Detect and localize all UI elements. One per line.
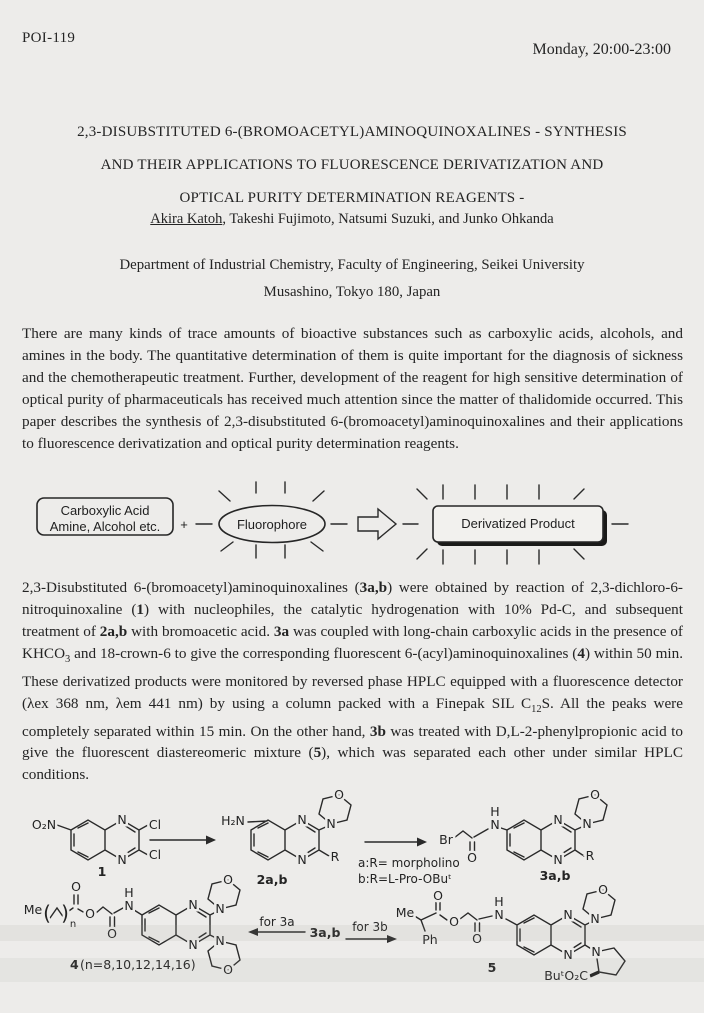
compound-3ab-center-label: 3a,b (309, 925, 341, 940)
compound-4-label: 4 (70, 957, 79, 972)
derivatized-product-node (417, 485, 607, 564)
morpholine-nitrogen-label: N (215, 933, 225, 948)
carbonyl-oxygen-label: O (467, 850, 477, 865)
results-paragraph: 2,3-Disubstituted 6-(bromoacetyl)aminoquinoxalines (3a,b) were obtained by reaction of 2,3-dichloro-6-nitroquinoxaline (1) with nucleophiles, the catalytic hydrogenation with 10% Pd-C, and subsequent treatment of 2a,b with bromoacetic acid. 3a was coupled with long-chain carboxylic acids in the presence of $KHCO_3$ and 18-crown-6 to give the corresponding fluorescent 6-(acyl)aminoquinoxalines (4) within 50 min. These derivatized products were monitored by reversed phase HPLC equipped with a fluorescence detector (λex 368 nm, λem 441 nm) by using a column packed with a Finepak SIL $C_{12}S$. All the peaks were completely separated within 15 min. On the other hand, 3b was treated with D,L-2-phenylpropionic acid to give the fluorescent diastereomeric mixture (5), which was separated each other under similar HPLC conditions. (22, 579, 684, 784)
ester-oxygen-label: O (85, 906, 95, 921)
nitro-label: O₂N (31, 817, 57, 832)
r-group-label: R (585, 848, 595, 863)
compound-1-label: 1 (97, 864, 107, 879)
arrow-head (387, 935, 397, 943)
structure-4 (24, 872, 240, 977)
arrow-head (248, 928, 258, 936)
arrow-for-3b (346, 920, 397, 943)
condition-b-label: b:R=L-Pro-OBuᵗ (358, 872, 452, 886)
coauthors: , Takeshi Fujimoto, Natsumi Suzuki, and Junko Ohkanda (222, 211, 554, 227)
paper-title (0, 116, 704, 215)
morpholine-nitrogen-label: N (215, 901, 225, 916)
ring-nitrogen-label: N (553, 812, 563, 827)
morpholine-oxygen-label: O (334, 788, 344, 802)
structure-5 (396, 882, 625, 983)
chlorine-label: Cl (148, 847, 162, 862)
ring-nitrogen-label: N (297, 852, 307, 867)
phenyl-label: Ph (422, 932, 438, 947)
pyrrolidine-nitrogen-label: N (591, 944, 601, 959)
ester-oxygen-label: O (449, 914, 459, 929)
compound-5-label: 5 (487, 960, 497, 975)
for-3b-label: for 3b (352, 920, 388, 934)
affiliation (0, 252, 704, 306)
amide-hydrogen-label: H (494, 894, 504, 909)
structure-1 (32, 812, 161, 879)
input-box-line2: Amine, Alcohol etc. (49, 519, 161, 534)
compound-2ab-label: 2a,b (256, 872, 288, 887)
amide-nitrogen-label: N (124, 898, 134, 913)
input-box-line1: Carboxylic Acid (60, 503, 150, 518)
carbonyl-oxygen-label: O (433, 888, 443, 903)
ring-nitrogen-label: N (297, 812, 307, 827)
block-arrow-icon (358, 509, 396, 539)
ring-nitrogen-label: N (563, 947, 573, 962)
ring-nitrogen-label: N (117, 852, 127, 867)
arrow-head (417, 838, 427, 847)
amine-label: H₂N (221, 813, 245, 828)
chlorine-label: Cl (148, 817, 162, 832)
amide-hydrogen-label: H (124, 885, 134, 900)
ring-nitrogen-label: N (117, 812, 127, 827)
structure-3ab (439, 788, 607, 883)
carbonyl-oxygen-label: O (107, 926, 117, 941)
reaction-arrow-1 (150, 836, 216, 845)
presenting-author: Akira Katoh (150, 211, 223, 227)
morpholine-nitrogen-label: N (582, 816, 592, 831)
plus-sign: + (180, 517, 188, 532)
poster-number: POI-119 (22, 30, 76, 46)
chain-bracket-close: ) (61, 901, 69, 925)
carbonyl-oxygen-label: O (472, 931, 482, 946)
bromine-label: Br (439, 832, 453, 847)
morpholine-oxygen-label: O (223, 962, 233, 977)
amide-hydrogen-label: H (490, 804, 500, 819)
for-3a-label: for 3a (259, 915, 295, 929)
author-line (0, 211, 704, 228)
session-time: Monday, 20:00-23:00 (532, 41, 671, 58)
arrow-head (206, 836, 216, 845)
methyl-label: Me (23, 902, 43, 917)
affiliation-line-1: Department of Industrial Chemistry, Faculty of Engineering, Seikei University (119, 257, 585, 273)
amide-nitrogen-label: N (490, 817, 500, 832)
intro-paragraph: There are many kinds of trace amounts of bioactive substances such as carboxylic acids, alcohols, and amines in the body. The quantitative determination of them is quite important for the diagnosis of sickness and the chemotherapeutic treatment. Further, development of the reagent for high sensitive determination of optical purity of pharmaceuticals has received much attention since the matter of thalidomide occurred. This paper describes the synthesis of 2,3-disubstituted 6-(bromoacetyl)aminoquinoxalines and their applications to fluorescence derivatization and optical purity determination reagents. (22, 325, 683, 452)
title-line-1: 2,3-DISUBSTITUTED 6-(BROMOACETYL)AMINOQUINOXALINES - SYNTHESIS (77, 124, 627, 140)
affiliation-line-2: Musashino, Tokyo 180, Japan (263, 284, 441, 300)
ester-group-label: BuᵗO₂C (544, 968, 588, 983)
input-box (37, 498, 173, 535)
ring-nitrogen-label: N (563, 907, 573, 922)
structure-1-bonds (57, 820, 148, 860)
carbonyl-oxygen-label: O (71, 879, 81, 894)
derivatization-concept-diagram (0, 481, 704, 571)
morpholine-oxygen-label: O (223, 872, 233, 887)
r-group-label: R (330, 849, 340, 864)
compound-3ab-label: 3a,b (539, 868, 571, 883)
title-line-2: AND THEIR APPLICATIONS TO FLUORESCENCE DERIVATIZATION AND (100, 157, 604, 173)
structure-5-bonds (413, 890, 625, 975)
ring-nitrogen-label: N (188, 937, 198, 952)
condition-a-label: a:R= morpholino (358, 856, 460, 870)
ring-nitrogen-label: N (553, 852, 563, 867)
chain-bracket-open: ( (43, 901, 51, 925)
arrow-for-3a (248, 915, 305, 936)
morpholine-nitrogen-label: N (326, 816, 336, 831)
ring-nitrogen-label: N (188, 897, 198, 912)
morpholine-oxygen-label: O (598, 882, 608, 897)
morpholine-nitrogen-label: N (590, 911, 600, 926)
reaction-scheme (0, 788, 704, 1013)
methyl-label: Me (395, 905, 415, 920)
chain-repeat-subscript: n (69, 919, 77, 930)
morpholine-oxygen-label: O (590, 788, 600, 802)
structure-2ab (221, 788, 351, 887)
fluorophore-label: Fluorophore (236, 517, 308, 532)
title-line-3: OPTICAL PURITY DETERMINATION REAGENTS - (179, 190, 525, 206)
amide-nitrogen-label: N (494, 907, 504, 922)
fluorophore-node (219, 482, 325, 558)
wedge-bond (590, 972, 599, 976)
compound-4-note: (n=8,10,12,14,16) (80, 957, 196, 972)
product-label: Derivatized Product (461, 516, 575, 531)
